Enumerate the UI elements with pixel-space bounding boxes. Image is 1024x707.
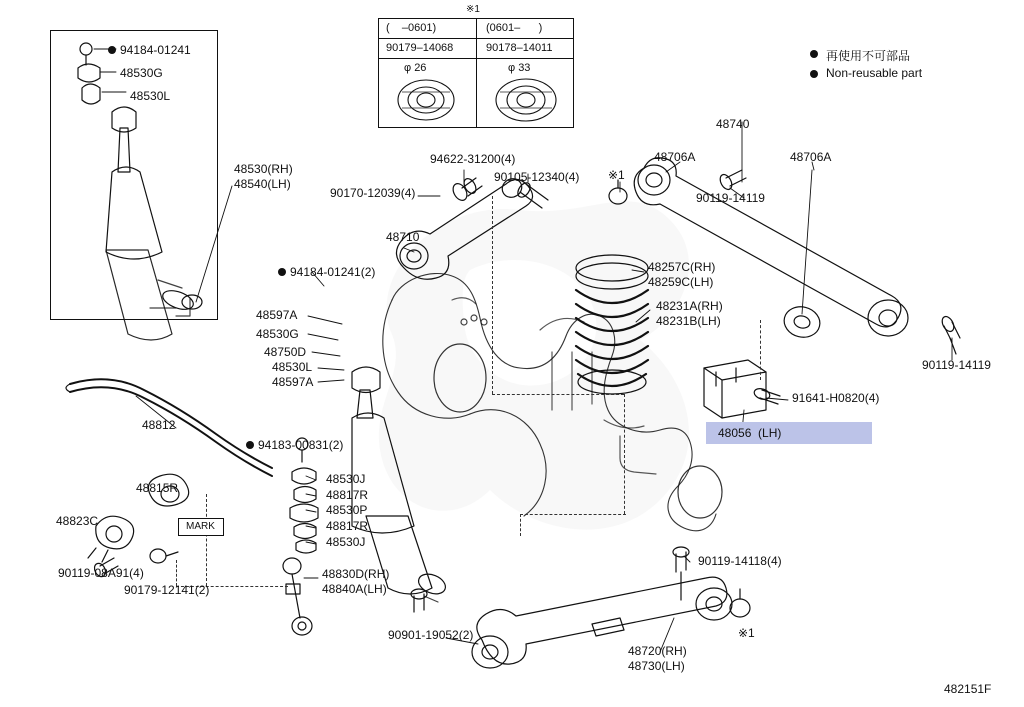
inset-col1-range: ( –0601) [386,22,437,34]
legend-dot-en [810,70,818,78]
diagram-code: 482151F [944,682,992,696]
callout-91641-H0820: 91641-H0820(4) [792,391,880,405]
callout-48231B-lh: 48231B(LH) [656,314,721,328]
callout-48815R: 48815R [136,481,179,495]
callout-48840A-lh: 48840A(LH) [322,582,387,596]
inset-table-divider-h1 [378,38,574,39]
callout-48530G-lower: 48530G [256,327,299,341]
callout-48597A-top: 48597A [256,308,298,322]
dashed-guide-3 [624,394,625,514]
callout-dot-94183-00831 [246,441,254,449]
callout-94622-31200: 94622-31200(4) [430,152,516,166]
legend-text-en: Non-reusable part [826,66,923,80]
legend-text-ja: 再使用不可部品 [826,49,911,63]
callout-94183-00831: 94183-00831(2) [258,438,344,452]
dashed-guide-6 [206,494,207,586]
callout-48750D: 48750D [264,345,307,359]
inset-note: ※1 [466,4,480,15]
inset-table-divider-h2 [378,58,574,59]
callout-90119-14118: 90119-14118(4) [698,554,782,568]
callout-48231A-rh: 48231A(RH) [656,299,723,313]
mark-tag-label: MARK [186,521,215,532]
inset-bushing-art [378,76,574,126]
callout-48259C-lh: 48259C(LH) [648,275,714,289]
callout-90119-14119-upper: 90119-14119 [696,191,765,205]
callout-48257C-rh: 48257C(RH) [648,260,716,274]
callout-90119-08A91: 90119-08A91(4) [58,566,144,580]
inset-col2-range: (0601– ) [486,22,543,34]
inset-col1-part: 90179–14068 [386,42,454,54]
callout-48530J-top: 48530J [326,472,366,486]
callout-48597A-bottom: 48597A [272,375,314,389]
callout-48710: 48710 [386,230,420,244]
dashed-guide-1 [492,196,493,394]
callout-94184-01241-2: 94184-01241(2) [290,265,376,279]
callout-48056-lh: 48056 (LH) [718,426,782,440]
dashed-guide-5 [520,514,521,536]
callout-48730-lh: 48730(LH) [628,659,685,673]
callout-48817R-bottom: 48817R [326,519,369,533]
callout-90179-12141: 90179-12141(2) [124,583,210,597]
callout-48823C: 48823C [56,514,99,528]
legend-dot-ja [810,50,818,58]
inset-col2-part: 90178–14011 [486,42,553,54]
callout-90170-12039: 90170-12039(4) [330,186,416,200]
callout-dot-94184-01241-2 [278,268,286,276]
callout-48530P: 48530P [326,503,368,517]
callout-48706A-left: 48706A [654,150,696,164]
inset-col2-dim: φ 33 [508,62,531,74]
callout-48530-rh: 48530(RH) [234,162,293,176]
dashed-guide-2 [492,394,624,395]
callout-48530L-upper: 48530L [130,89,171,103]
callout-48817R-top: 48817R [326,488,369,502]
callout-90105-12340: 90105-12340(4) [494,170,580,184]
callout-90901-19052: 90901-19052(2) [388,628,474,642]
callout-48530L-lower: 48530L [272,360,313,374]
dashed-guide-10 [760,320,761,380]
callout-note-mark-lower: ※1 [738,626,755,640]
inset-col1-dim: φ 26 [404,62,427,74]
callout-48540-lh: 48540(LH) [234,177,291,191]
callout-dot-94184-01241 [108,46,116,54]
callout-48740: 48740 [716,117,750,131]
callout-note-mark-upper: ※1 [608,168,625,182]
callout-94184-01241: 94184-01241 [120,43,191,57]
callout-90119-14119-lower: 90119-14119 [922,358,991,372]
callout-48530J-bottom: 48530J [326,535,366,549]
callout-48530G-upper: 48530G [120,66,163,80]
callout-48830D-rh: 48830D(RH) [322,567,390,581]
callout-48706A-right: 48706A [790,150,832,164]
dashed-guide-4 [520,514,626,515]
callout-48812: 48812 [142,418,176,432]
callout-48720-rh: 48720(RH) [628,644,687,658]
